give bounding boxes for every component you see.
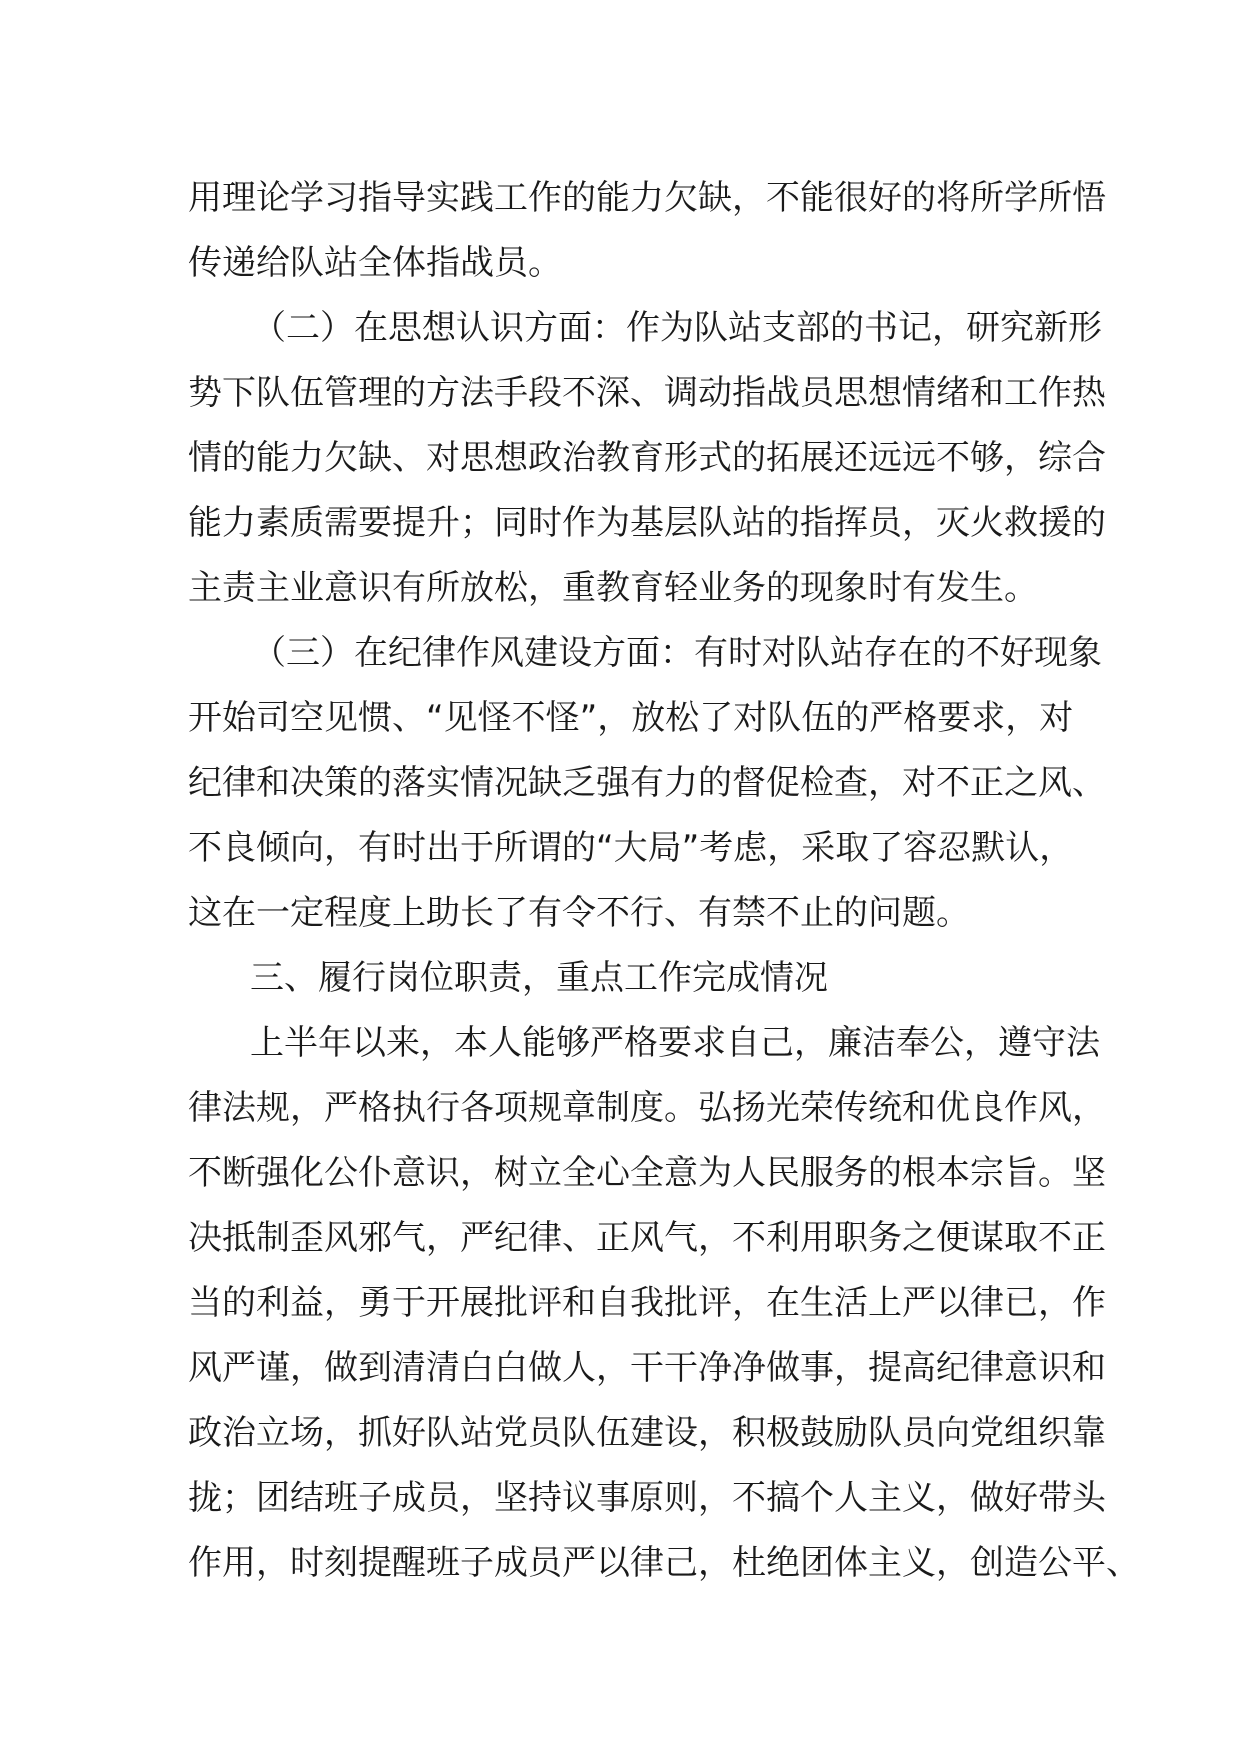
text-line-6: 能力素质需要提升；同时作为基层队站的指挥员，灭火救援的 xyxy=(188,503,1106,543)
text-line-1: 用理论学习指导实践工作的能力欠缺，不能很好的将所学所悟 xyxy=(188,178,1106,218)
section-heading-three: 三、履行岗位职责，重点工作完成情况 xyxy=(250,958,828,998)
paragraph-start: 上半年以来，本人能够严格要求自己，廉洁奉公，遵守法 xyxy=(250,1023,1100,1063)
text-line-2: 传递给队站全体指战员。 xyxy=(188,243,562,283)
text-line-10: 纪律和决策的落实情况缺乏强有力的督促检查，对不正之风、 xyxy=(188,763,1106,803)
section-heading-2: （二）在思想认识方面：作为队站支部的书记，研究新形 xyxy=(252,308,1102,348)
text-line-15: 律法规，严格执行各项规章制度。弘扬光荣传统和优良作风， xyxy=(188,1088,1106,1128)
text-line-16: 不断强化公仆意识，树立全心全意为人民服务的根本宗旨。坚 xyxy=(188,1153,1106,1193)
text-line-22: 作用，时刻提醒班子成员严以律己，杜绝团体主义，创造公平、 xyxy=(188,1543,1140,1583)
text-line-19: 风严谨，做到清清白白做人，干干净净做事，提高纪律意识和 xyxy=(188,1348,1106,1388)
text-line-4: 势下队伍管理的方法手段不深、调动指战员思想情绪和工作热 xyxy=(188,373,1106,413)
section-heading-3: （三）在纪律作风建设方面：有时对队站存在的不好现象 xyxy=(252,633,1102,673)
text-line-12: 这在一定程度上助长了有令不行、有禁不止的问题。 xyxy=(188,893,970,933)
text-line-5: 情的能力欠缺、对思想政治教育形式的拓展还远远不够，综合 xyxy=(188,438,1106,478)
text-line-9: 开始司空见惯、“见怪不怪”，放松了对队伍的严格要求，对 xyxy=(188,698,1074,738)
document-body xyxy=(188,166,1140,1596)
text-line-21: 拢；团结班子成员，坚持议事原则，不搞个人主义，做好带头 xyxy=(188,1478,1106,1518)
text-line-18: 当的利益，勇于开展批评和自我批评，在生活上严以律已，作 xyxy=(188,1283,1106,1323)
text-line-20: 政治立场，抓好队站党员队伍建设，积极鼓励队员向党组织靠 xyxy=(188,1413,1106,1453)
text-line-7: 主责主业意识有所放松，重教育轻业务的现象时有发生。 xyxy=(188,568,1038,608)
text-line-17: 决抵制歪风邪气，严纪律、正风气，不利用职务之便谋取不正 xyxy=(188,1218,1106,1258)
text-line-11: 不良倾向，有时出于所谓的“大局”考虑，采取了容忍默认， xyxy=(188,828,1074,868)
